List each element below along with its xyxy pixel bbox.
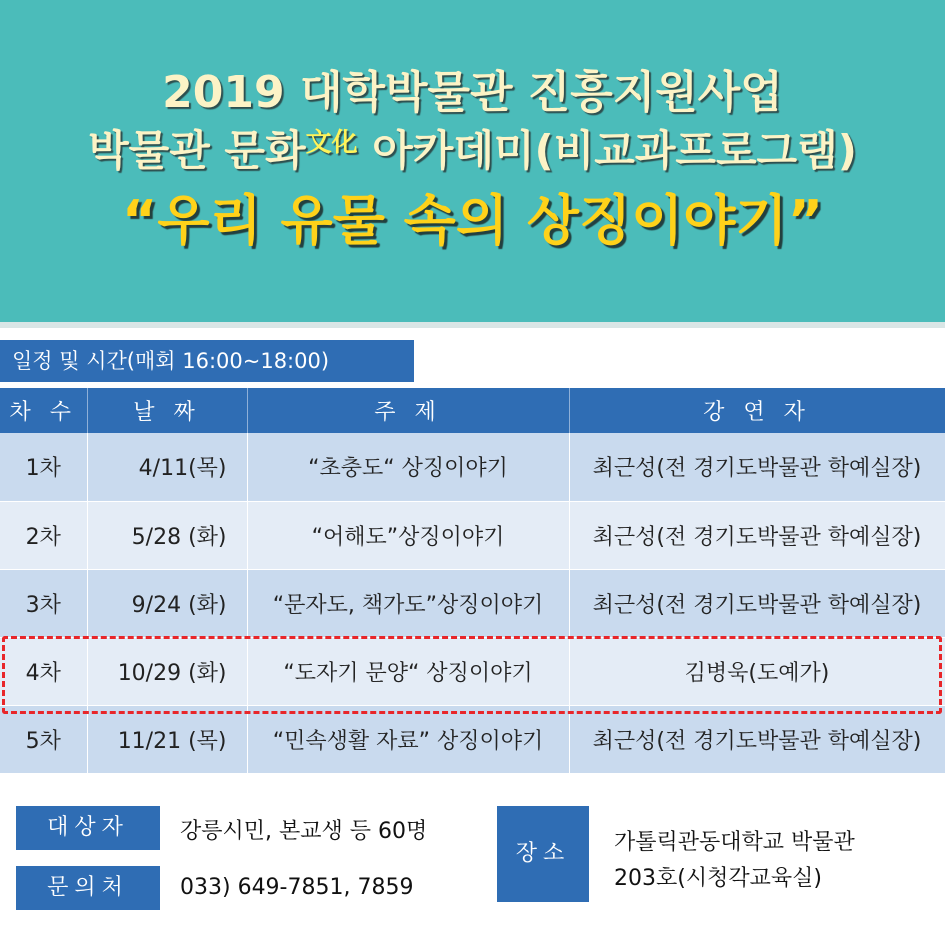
- cell-topic: “초충도“ 상징이야기: [247, 433, 569, 501]
- table-header-row: [0, 388, 945, 433]
- table-row: [0, 705, 945, 773]
- cell-no: 4차: [0, 637, 87, 705]
- cell-lecturer: 김병욱(도예가): [569, 637, 945, 705]
- header-line-1: 2019 대학박물관 진흥지원사업: [162, 67, 783, 118]
- target-value: 강릉시민, 본교생 등 60명: [180, 819, 428, 844]
- cell-topic: “도자기 문양“ 상징이야기: [247, 637, 569, 705]
- table-row: [0, 569, 945, 637]
- column-header-no: 차 수: [0, 388, 87, 433]
- schedule-table: [0, 388, 945, 774]
- contact-label: 문의처: [16, 866, 160, 910]
- cell-date: 4/11(목): [87, 433, 247, 501]
- column-header-topic: 주 제: [247, 388, 569, 433]
- cell-topic: “민속생활 자료” 상징이야기: [247, 705, 569, 773]
- cell-date: 5/28 (화): [87, 501, 247, 569]
- cell-date: 11/21 (목): [87, 705, 247, 773]
- header-divider: [0, 322, 945, 328]
- cell-no: 1차: [0, 433, 87, 501]
- cell-topic: “어해도”상징이야기: [247, 501, 569, 569]
- header-line-2: [0, 118, 945, 178]
- header-line-2-b: 아카데미(비교과프로그램): [357, 126, 857, 175]
- cell-lecturer: 최근성(전 경기도박물관 학예실장): [569, 433, 945, 501]
- table-row: [0, 433, 945, 501]
- cell-lecturer: 최근성(전 경기도박물관 학예실장): [569, 569, 945, 637]
- target-label: 대상자: [16, 806, 160, 850]
- place-line-1: 가톨릭관동대학교 박물관: [614, 830, 855, 855]
- cell-date: 9/24 (화): [87, 569, 247, 637]
- cell-lecturer: 최근성(전 경기도박물관 학예실장): [569, 705, 945, 773]
- table-row: [0, 637, 945, 705]
- column-header-lecturer: 강 연 자: [569, 388, 945, 433]
- poster-header: [0, 0, 945, 322]
- cell-topic: “문자도, 책가도”상징이야기: [247, 569, 569, 637]
- header-line-2-a: 박물관 문화: [88, 126, 306, 175]
- cell-no: 3차: [0, 569, 87, 637]
- cell-no: 5차: [0, 705, 87, 773]
- table-row: [0, 501, 945, 569]
- header-title: “우리 유물 속의 상징이야기”: [121, 189, 824, 252]
- header-hanja: 文化: [305, 128, 358, 158]
- place-label: 장소: [497, 806, 589, 902]
- contact-value: 033) 649-7851, 7859: [180, 875, 414, 900]
- cell-lecturer: 최근성(전 경기도박물관 학예실장): [569, 501, 945, 569]
- column-header-date: 날 짜: [87, 388, 247, 433]
- cell-no: 2차: [0, 501, 87, 569]
- place-line-2: 203호(시청각교육실): [614, 866, 822, 891]
- cell-date: 10/29 (화): [87, 637, 247, 705]
- schedule-label: 일정 및 시간(매회 16:00~18:00): [0, 340, 414, 382]
